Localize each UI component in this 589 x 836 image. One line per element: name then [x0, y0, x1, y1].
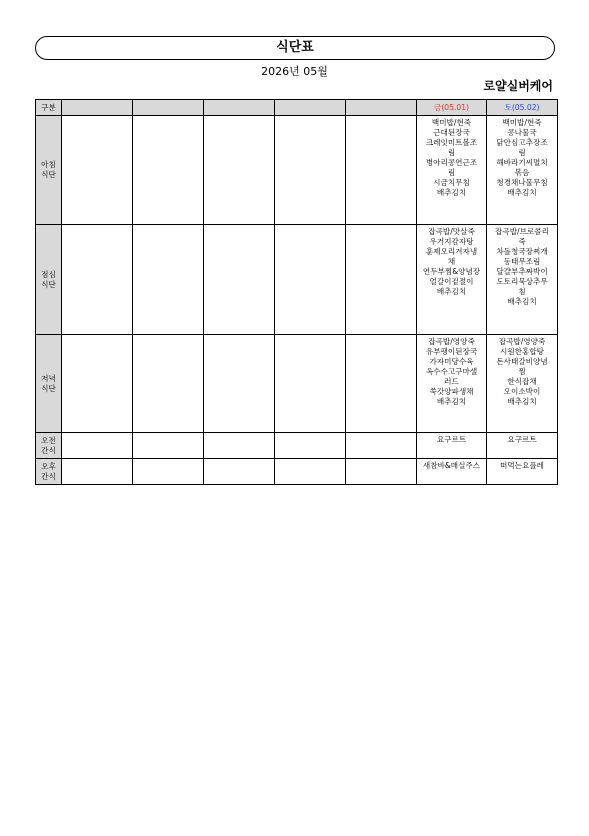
menu-cell	[275, 459, 346, 485]
meal-row-breakfast	[36, 116, 558, 225]
row-label-line: 오후	[41, 461, 56, 471]
menu-item: 콩나물국	[507, 128, 537, 137]
day-header-friday: 금(05.01)	[417, 100, 487, 116]
meal-row-dinner	[36, 335, 558, 433]
menu-item: 림	[447, 168, 456, 177]
menu-item: 돈사태갈비양념	[496, 357, 548, 366]
menu-item: 침	[518, 287, 526, 296]
organization-name: 로얄실버케어	[483, 79, 553, 93]
menu-item: 크레잇미트볼조	[425, 138, 478, 147]
menu-item: 배추김치	[436, 287, 467, 296]
day-header	[204, 100, 275, 116]
menu-item: 청경채나물무침	[496, 178, 548, 187]
menu-cell	[62, 116, 133, 225]
menu-item: 잡곡밥/영양죽	[428, 337, 475, 346]
menu-cell	[133, 116, 204, 225]
menu-cell	[133, 459, 204, 485]
menu-cell	[487, 433, 558, 459]
menu-cell	[417, 459, 487, 485]
row-label	[36, 459, 62, 485]
menu-item: 림	[447, 148, 456, 157]
row-label-line: 아침	[41, 160, 56, 169]
row-label	[36, 225, 62, 335]
day-header	[346, 100, 417, 116]
menu-cell	[62, 433, 133, 459]
menu-item: 유부팽이된장국	[425, 347, 478, 356]
header-row	[36, 100, 558, 116]
menu-item: 새참바&매실주스	[422, 461, 481, 470]
row-label-line: 간식	[41, 471, 56, 481]
menu-cell	[346, 225, 417, 335]
menu-item: 배추김치	[507, 397, 537, 406]
row-label-line: 간식	[41, 445, 56, 455]
menu-cell	[204, 335, 275, 433]
row-label	[36, 335, 62, 433]
day-header	[133, 100, 204, 116]
meal-row-morning-snack	[36, 433, 558, 459]
menu-cell	[487, 459, 558, 485]
menu-item: 요구르트	[436, 435, 467, 444]
menu-item: 연두부찜&양념장	[422, 267, 481, 276]
menu-cell	[133, 225, 204, 335]
menu-cell	[204, 116, 275, 225]
row-label-line: 식단	[41, 383, 56, 393]
menu-cell	[275, 116, 346, 225]
row-label-line: 점심	[41, 269, 56, 279]
day-header	[275, 100, 346, 116]
menu-cell	[417, 116, 487, 225]
menu-item: 해바라기씨멸치	[496, 158, 548, 167]
row-label-line: 식단	[41, 279, 56, 289]
menu-item: 닭안심고추장조	[496, 138, 548, 147]
menu-cell	[417, 335, 487, 433]
menu-item: 러드	[444, 377, 459, 386]
menu-cell	[133, 335, 204, 433]
header-label: 구분	[36, 100, 62, 116]
menu-cell	[204, 459, 275, 485]
menu-cell	[204, 225, 275, 335]
menu-item: 볶음	[514, 168, 530, 177]
row-label	[36, 116, 62, 225]
menu-item: 채	[447, 257, 456, 266]
menu-item: 가자미당수육	[429, 357, 474, 366]
menu-item: 차돌청국장찌개	[496, 247, 548, 256]
menu-item: 시금치무침	[433, 178, 470, 187]
menu-item: 배추김치	[436, 188, 467, 197]
menu-item: 림	[518, 148, 526, 157]
menu-cell	[62, 225, 133, 335]
meal-row-lunch	[36, 225, 558, 335]
menu-cell	[417, 225, 487, 335]
row-label-line: 오전	[41, 435, 56, 445]
menu-cell	[275, 433, 346, 459]
menu-item: 떠먹는요플레	[499, 461, 544, 470]
menu-item: 시원한홍합탕	[499, 347, 544, 356]
page-title: 식단표	[35, 36, 555, 60]
menu-item: 쑥갓양파생채	[429, 387, 474, 396]
menu-item: 요구르트	[507, 435, 537, 444]
row-label-line: 저녁	[41, 373, 56, 383]
menu-cell	[275, 335, 346, 433]
menu-item: 배추김치	[507, 188, 537, 197]
menu-item: 배추김치	[507, 297, 537, 306]
menu-cell	[346, 433, 417, 459]
menu-cell	[62, 335, 133, 433]
day-header	[62, 100, 133, 116]
menu-item: 근대된장국	[433, 128, 470, 137]
meal-plan-table	[35, 99, 558, 485]
menu-cell	[417, 433, 487, 459]
menu-cell	[346, 459, 417, 485]
menu-item: 병아리콩연근조	[425, 158, 478, 167]
menu-item: 백미밥/현죽	[431, 118, 472, 127]
menu-cell	[487, 335, 558, 433]
menu-cell	[62, 459, 133, 485]
menu-cell	[204, 433, 275, 459]
menu-cell	[487, 225, 558, 335]
menu-item: 우거지감자탕	[429, 237, 474, 246]
menu-item: 찜	[518, 367, 526, 376]
menu-cell	[275, 225, 346, 335]
menu-item: 잡곡밥/영양죽	[498, 337, 546, 346]
day-header-saturday: 토(05.02)	[487, 100, 558, 116]
menu-item: 달걀부추짜박이	[496, 267, 548, 276]
menu-item: 오이소박이	[503, 387, 541, 396]
menu-item: 배추김치	[436, 397, 467, 406]
menu-item: 잡곡밥/맛살죽	[428, 227, 475, 236]
menu-item: 잡곡밥/브로콜리	[495, 227, 549, 236]
menu-cell	[346, 335, 417, 433]
menu-cell	[487, 116, 558, 225]
meal-row-afternoon-snack	[36, 459, 558, 485]
menu-cell	[133, 433, 204, 459]
menu-item: 도토리묵상추무	[496, 277, 548, 286]
row-label-line: 식단	[41, 170, 56, 179]
row-label	[36, 433, 62, 459]
menu-item: 동태무조림	[503, 257, 541, 266]
menu-cell	[346, 116, 417, 225]
menu-item: 옥수수고구마샐	[425, 367, 478, 376]
menu-item: 한식잡채	[507, 377, 537, 386]
menu-item: 죽	[518, 237, 526, 246]
menu-item: 백미밥/현죽	[502, 118, 542, 127]
menu-item: 훈제오리겨자냉	[425, 247, 478, 256]
period-label: 2026년 05월	[261, 65, 328, 78]
menu-item: 얼갈이겉절이	[429, 277, 474, 286]
